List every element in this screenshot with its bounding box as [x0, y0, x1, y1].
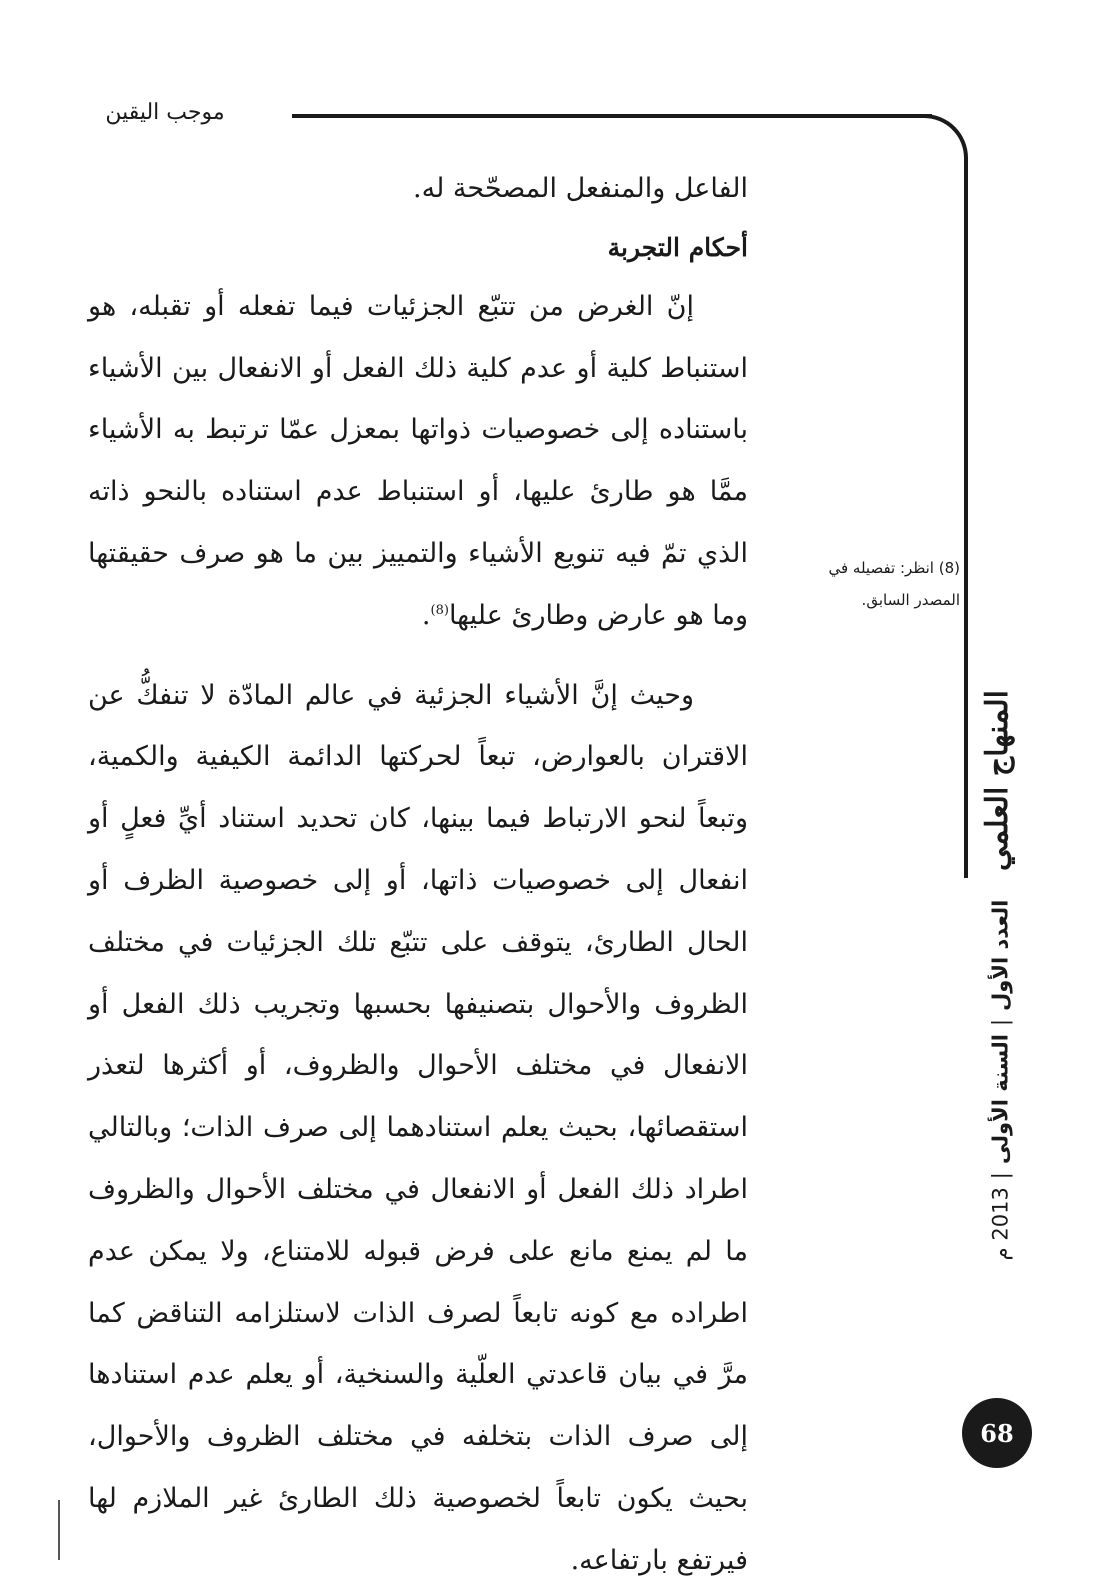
separator-2: |	[988, 1172, 1012, 1180]
paragraph-1-end: .	[421, 599, 431, 631]
year-label: السنة الأولى	[988, 1034, 1012, 1165]
frame-vertical-rule	[964, 182, 968, 878]
footnote-8: (8) انظر: تفصيله في المصدر السابق.	[828, 559, 960, 609]
frame-corner	[900, 114, 968, 184]
journal-logo-text: المنهاج العلمي	[979, 689, 1015, 871]
issue-label: العدد الأول	[988, 899, 1012, 1011]
journal-logo	[972, 690, 1022, 870]
edge-mark	[58, 1500, 60, 1560]
header-rule	[292, 114, 932, 118]
page-number-badge	[962, 1398, 1032, 1468]
separator-1: |	[988, 1018, 1012, 1027]
paragraph-2: وحيث إنَّ الأشياء الجزئية في عالم المادّة لا تنفكُّ عن الاقتران بالعوارض، تبعاً لحركتها الدائمة الكيفية والكمية، وتبعاً لنحو الارتباط فيما بينها، كان تحديد استناد أيِّ فعلٍ أو انفعال إلى خصوصيات ذاتها، أو إلى خصوصية الظرف أو الحال الطارئ، يتوقف على تتبّع تلك الجزئيات في مختلف الظروف والأحوال بتصنيفها بحسبها وتجريب ذلك الفعل أو الانفعال في مختلف الأحوال والظروف، أو أكثرها لتعذر استقصائها، بحيث يعلم استنادهما إلى صرف الذات؛ وبالتالي اطراد ذلك الفعل أو الانفعال في مختلف الأحوال والظروف ما لم يمنع مانع على فرض قبوله للامتناع، ولا يمكن عدم اطراده مع كونه تابعاً لصرف الذات لاستلزامه التناقض كما مرَّ في بيان قاعدتي العلّية والسنخية، أو يعلم عدم استنادها إلى صرف الذات بتخلفه في مختلف الظروف والأحوال، بحيث يكون تابعاً لخصوصية ذلك الطارئ غير الملازم لها فيرتفع بارتفاعه.	[88, 679, 748, 1576]
section-heading: أحكام التجربة	[607, 232, 748, 262]
main-text	[88, 158, 748, 1592]
paragraph-1-text: إنّ الغرض من تتبّع الجزئيات فيما تفعله أو تقبله، هو استنباط كلية أو عدم كلية ذلك الفعل أو الانفعال بين الأشياء باستناده إلى خصوصيات ذواتها بمعزل عمّا ترتبط به الأشياء ممَّا هو طارئ عليها، أو استنباط عدم استناده بالنحو ذاته الذي تمّ فيه تنويع الأشياء والتمييز بين ما هو صرف حقيقتها وما هو عارض وطارئ عليها	[88, 290, 748, 631]
running-title: موجب اليقين	[105, 100, 225, 125]
paragraph-gap	[88, 647, 748, 665]
year-value: 2013 م	[988, 1187, 1012, 1261]
footnote-ref-8[interactable]: (8)	[430, 602, 449, 618]
lead-line: الفاعل والمنفعل المصحّحة له.	[413, 173, 748, 204]
page-number: 68	[980, 1418, 1014, 1448]
paragraph-1	[88, 276, 748, 647]
issue-info	[975, 899, 1025, 1261]
